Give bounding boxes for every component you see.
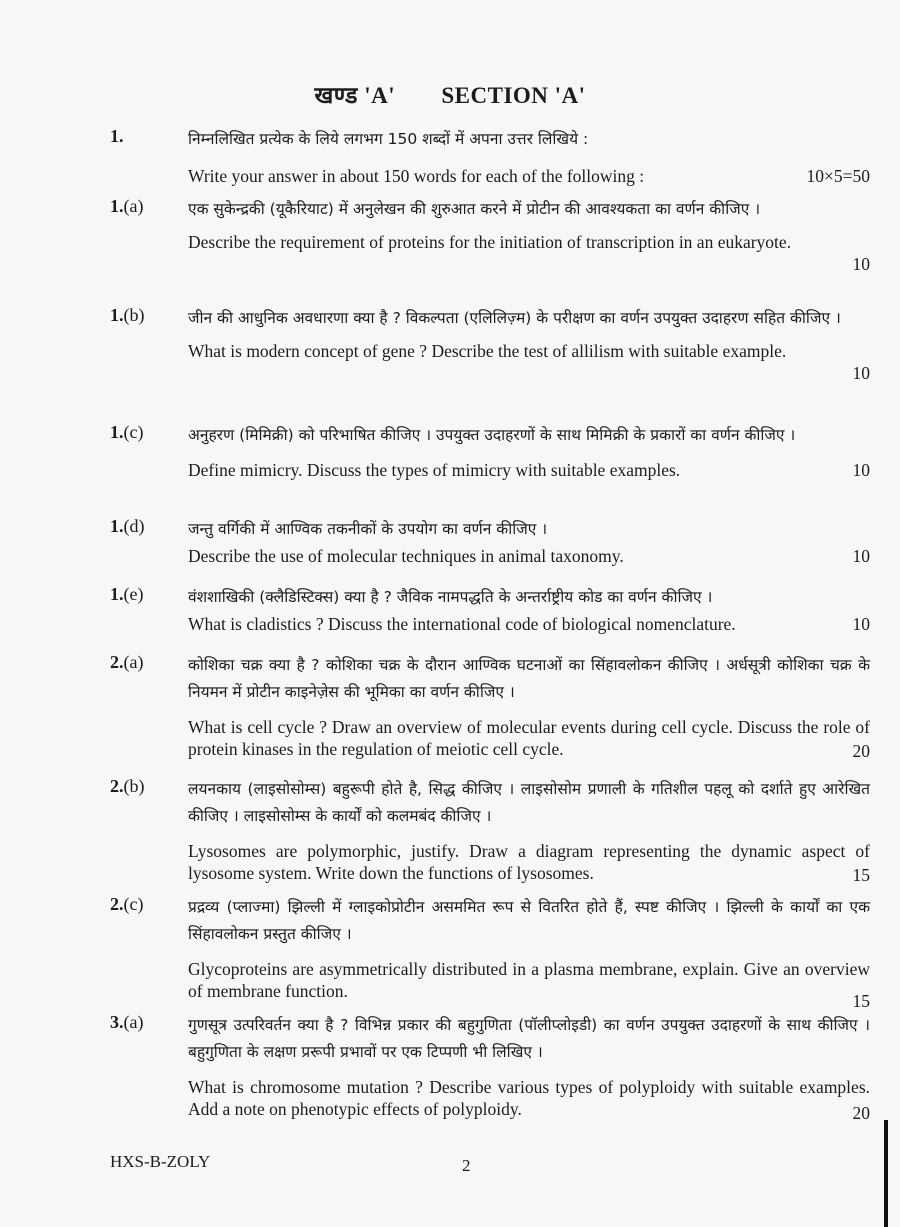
question-english-text: What is modern concept of gene ? Describe the test of allilism with suitable example. (188, 341, 787, 361)
question-hindi-text: जन्तु वर्गिकी में आण्विक तकनीकों के उपयोग का वर्णन कीजिए । (188, 520, 548, 538)
page-number: 2 (462, 1156, 471, 1175)
margin-rule (884, 1120, 888, 1227)
question-hindi-text: एक सुकेन्द्रकी (यूकैरियाट) में अनुलेखन की शुरुआत करने में प्रोटीन की आवश्यकता का वर्णन कीजिए । (188, 200, 761, 218)
question-marks: 15 (852, 865, 870, 885)
question-hindi-text: लयनकाय (लाइसोसोम्स) बहुरूपी होते है, सिद्ध कीजिए । लाइसोसोम प्रणाली के गतिशील पहलू को दर्शाते हुए आरेखित कीजिए । लाइसोसोम्स के कार्यों को कलमबंद कीजिए । (188, 780, 870, 825)
question-marks: 20 (852, 741, 870, 761)
question-hindi-text: वंशशाखिकी (क्लैडिस्टिक्स) क्या है ? जैविक नामपद्धति के अन्तर्राष्ट्रीय कोड का वर्णन कीजिए । (188, 588, 713, 606)
question-number: 3.(a) (110, 1012, 144, 1032)
question-marks: 10 (852, 614, 870, 634)
question-marks: 20 (852, 1103, 870, 1123)
question-1b (110, 305, 870, 384)
question-2a (110, 652, 870, 762)
question-1e (110, 584, 870, 635)
question-english-text: Define mimicry. Discuss the types of mimicry with suitable examples. (188, 460, 681, 480)
question-marks: 15 (852, 991, 870, 1011)
question-english-text: What is cell cycle ? Draw an overview of molecular events during cell cycle. Discuss the role of protein kinases in the regulation of meiotic cell cycle. (188, 717, 870, 759)
section-heading (0, 78, 900, 110)
question-english-text: Describe the requirement of proteins for the initiation of transcription in an eukaryote. (188, 232, 792, 252)
question-number: 1.(d) (110, 516, 145, 536)
question-marks: 10 (852, 546, 870, 566)
question-number: 2.(a) (110, 652, 144, 672)
question-english-text: Describe the use of molecular techniques in animal taxonomy. (188, 546, 624, 566)
question-english-text: Write your answer in about 150 words for each of the following : (188, 166, 645, 186)
question-number: 1.(e) (110, 584, 144, 604)
paper-code: HXS-B-ZOLY (110, 1152, 211, 1171)
question-hindi-text: प्रद्रव्य (प्लाज्मा) झिल्ली में ग्लाइकोप्रोटीन असममित रूप से वितरित होते हैं, स्पष्ट कीजिए । झिल्ली के कार्यों का एक सिंहावलोकन प्रस्तुत कीजिए । (188, 898, 870, 943)
question-english-text: Glycoproteins are asymmetrically distributed in a plasma membrane, explain. Give an overview of membrane function. (188, 959, 870, 1001)
section-heading-hindi: खण्ड 'A' (314, 83, 396, 108)
question-number: 1.(a) (110, 196, 144, 216)
question-number: 1.(b) (110, 305, 145, 325)
question-number: 2.(c) (110, 894, 144, 914)
question-1c (110, 422, 870, 481)
question-english-text: What is cladistics ? Discuss the international code of biological nomenclature. (188, 614, 736, 634)
question-hindi-text: अनुहरण (मिमिक्री) को परिभाषित कीजिए । उपयुक्त उदाहरणों के साथ मिमिक्री के प्रकारों का वर्णन कीजिए । (188, 426, 796, 444)
question-1-instruction (110, 126, 870, 187)
question-hindi-text: कोशिका चक्र क्या है ? कोशिका चक्र के दौरान आण्विक घटनाओं का सिंहावलोकन कीजिए । अर्धसूत्री कोशिका चक्र के नियमन में प्रोटीन काइनेज़ेस की भूमिका का वर्णन कीजिए । (188, 656, 870, 701)
question-english-text: Lysosomes are polymorphic, justify. Draw a diagram representing the dynamic aspect of lysosome system. Write down the functions of lysosomes. (188, 841, 870, 883)
question-2c (110, 894, 870, 1012)
question-number: 1. (110, 126, 124, 146)
question-1a (110, 196, 870, 275)
question-hindi-text: जीन की आधुनिक अवधारणा क्या है ? विकल्पता (एलिलिज़्म) के परीक्षण का वर्णन उपयुक्त उदाहरण सहित कीजिए । (188, 309, 841, 327)
question-marks: 10 (852, 254, 870, 274)
question-3a (110, 1012, 870, 1124)
question-marks: 10×5=50 (806, 166, 870, 186)
question-2b (110, 776, 870, 886)
question-marks: 10 (852, 363, 870, 383)
question-1d (110, 516, 870, 567)
question-marks: 10 (852, 460, 870, 480)
section-heading-english: SECTION 'A' (441, 83, 586, 108)
question-hindi-text: निम्नलिखित प्रत्येक के लिये लगभग 150 शब्दों में अपना उत्तर लिखिये : (188, 130, 589, 148)
question-number: 1.(c) (110, 422, 144, 442)
question-english-text: What is chromosome mutation ? Describe various types of polyploidy with suitable examples. Add a note on phenotypic effects of polyploidy. (188, 1077, 870, 1119)
question-hindi-text: गुणसूत्र उत्परिवर्तन क्या है ? विभिन्न प्रकार की बहुगुणिता (पॉलीप्लोइडी) का वर्णन उपयुक्त उदाहरणों के साथ कीजिए । बहुगुणिता के लक्षण प्ररूपी प्रभावों पर एक टिप्पणी भी लिखिए । (188, 1016, 870, 1061)
question-number: 2.(b) (110, 776, 145, 796)
